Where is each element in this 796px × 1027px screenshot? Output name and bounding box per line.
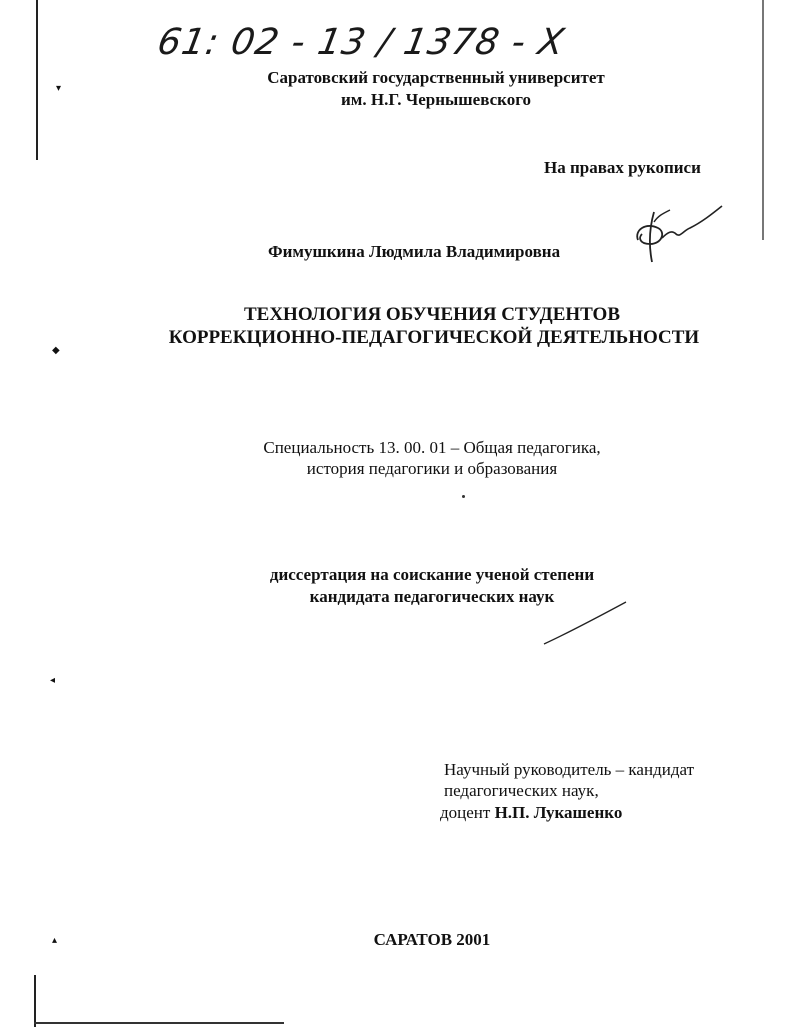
city-year: САРАТОВ 2001 — [373, 930, 491, 949]
scan-speck: ◆ — [52, 345, 60, 356]
signature-icon — [632, 200, 732, 270]
supervisor-line3 — [440, 803, 622, 823]
archive-code-handwritten: 61: 02 - 13 / 1378 - X — [154, 22, 568, 63]
specialty-line2: история педагогики и образования — [306, 459, 558, 478]
supervisor-title: доцент — [440, 803, 495, 822]
thesis-title-line1: ТЕХНОЛОГИЯ ОБУЧЕНИЯ СТУДЕНТОВ — [243, 304, 621, 325]
scan-speck: ◂ — [50, 675, 56, 686]
dissertation-type-line1: диссертация на соискание ученой степени — [269, 565, 595, 584]
scan-edge-left-lower — [34, 975, 36, 1027]
university-name-line2: им. Н.Г. Чернышевского — [341, 90, 531, 109]
dissertation-type-line2: кандидата педагогических наук — [309, 587, 555, 606]
specialty-line1: Специальность 13. 00. 01 – Общая педагогика, — [263, 438, 601, 457]
university-name: Саратовский государственный университет — [267, 68, 605, 87]
supervisor-name: Н.П. Лукашенко — [494, 803, 623, 822]
supervisor-line1: Научный руководитель – кандидат — [444, 760, 695, 779]
scan-edge-bottom — [34, 1022, 284, 1024]
author-name: Фимушкина Людмила Владимировна — [268, 242, 561, 261]
thesis-title-line2: КОРРЕКЦИОННО-ПЕДАГОГИЧЕСКОЙ ДЕЯТЕЛЬНОСТИ — [168, 327, 700, 348]
supervisor-line2: педагогических наук, — [444, 781, 599, 800]
scan-edge-right — [762, 0, 764, 240]
scan-dot — [462, 495, 465, 498]
scan-speck: ▾ — [56, 83, 62, 94]
manuscript-note: На правах рукописи — [544, 158, 701, 177]
scan-speck: ▴ — [52, 935, 58, 946]
pen-stroke — [540, 598, 630, 648]
